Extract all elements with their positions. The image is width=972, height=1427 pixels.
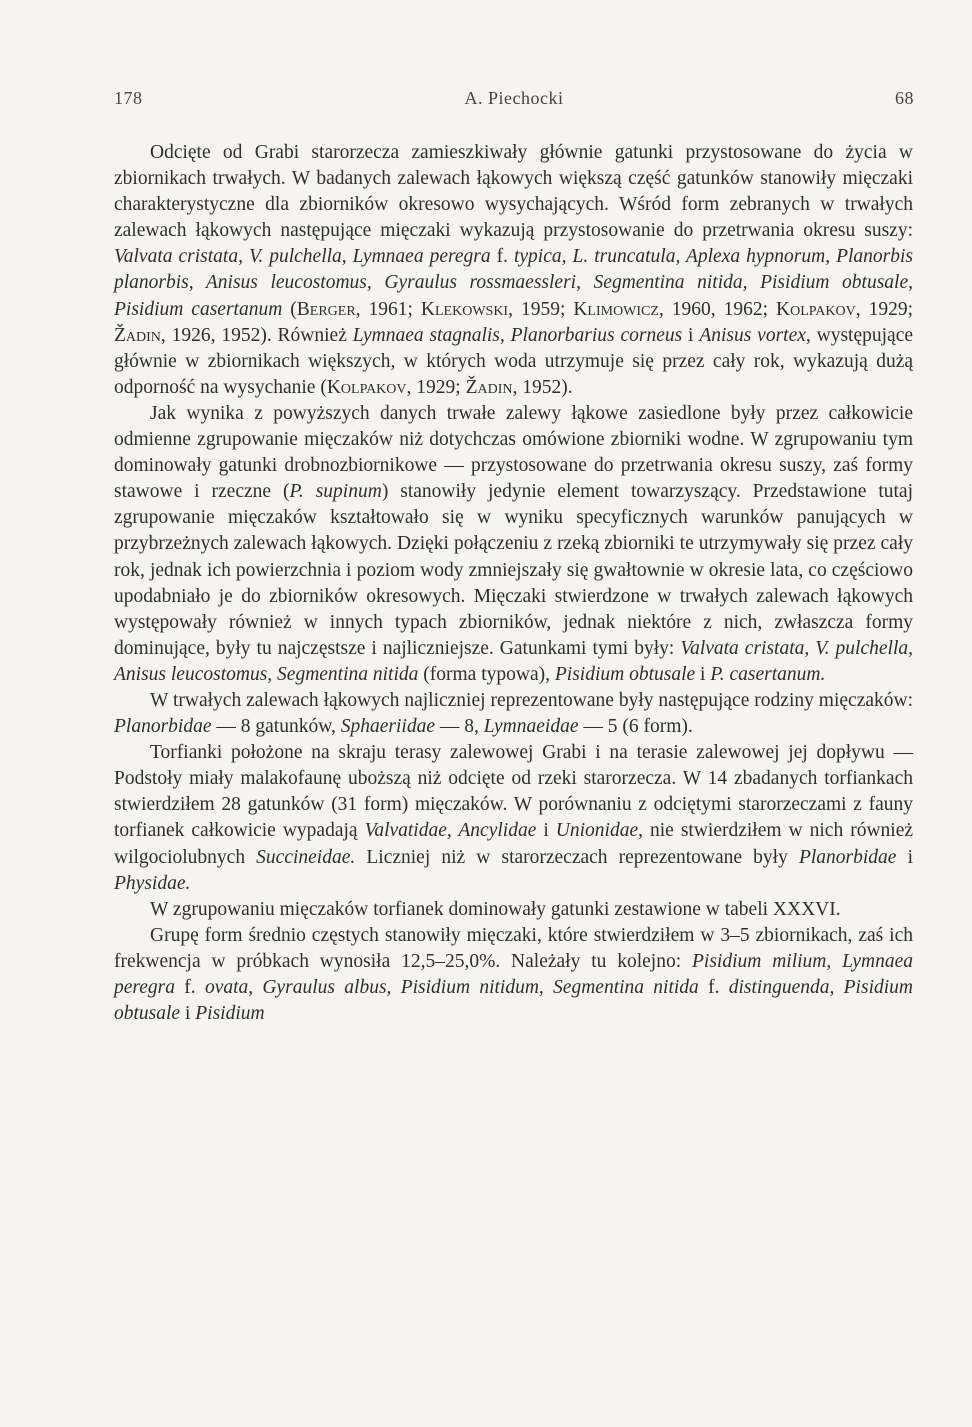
running-author: A. Piechocki — [464, 88, 564, 108]
italic-text: Valvatidae, Ancylidae — [364, 820, 537, 842]
text-run: Odcięte od Grabi starorzecza zamieszkiwały głównie gatunki przystosowane do życia w zbiornikach trwałych. W badanych zalewach łąkowych większą część gatunków stanowiły mięczaki charakterystyczne dla zbiorników okresowo wysychających. Wśród form zebranych w trwałych zalewach łąkowych następujące mięczaki wykazują przystosowanie do przetrwania okresu suszy: — [114, 142, 913, 242]
text-run: , nie stwierdziłem w nich również wilgociolubnych — [114, 820, 913, 868]
italic-text: Lymnaeidae — [483, 716, 579, 738]
italic-text: Valvata cristata, V. pulchella, Lymnaea peregra — [114, 246, 491, 268]
text-run: , 1960, 1962; — [658, 298, 777, 320]
text-run: i — [682, 324, 700, 346]
italic-text: Valvata cristata, V. pulchella, Anisus leucostomus, Segmentina nitida — [114, 637, 913, 685]
italic-text: Succineidae. — [256, 846, 356, 868]
author-citation: Kolpakov — [326, 376, 407, 398]
text-run: i — [695, 663, 711, 685]
text-run: f. — [175, 977, 205, 998]
running-header — [114, 88, 914, 114]
italic-text: Lymnaea stagnalis, Planorbarius corneus — [352, 324, 683, 346]
text-run: i — [536, 820, 556, 842]
text-run: ( — [282, 298, 297, 320]
text-run: , 1929; — [855, 298, 913, 320]
text-run: , 1952). — [512, 376, 573, 398]
text-run: Torfianki położone na skraju terasy zalewowej Grabi i na terasie zalewowej jej dopływu — Podstoły miały malakofaunę uboższą niż odcięte od rzeki starorzecza. W 14 zbadanych torfiankach stwierdziłem 28 gatunków (31 form) mięczaków. W porównaniu z odciętymi starorzeczami z fauny torfianek całkowicie wypadają — [114, 742, 913, 842]
italic-text: Sphaeriidae — [340, 716, 435, 738]
page-number: 178 — [114, 88, 143, 108]
paragraph — [114, 401, 913, 688]
text-run: , występujące głównie w zbiornikach większych, w których woda utrzymuje się przez cały rok, wykazują dużą odporność na wysychanie ( — [114, 324, 914, 398]
italic-text: Pisidium — [195, 1003, 265, 1025]
text-run: Grupę form średnio częstych stanowiły mięczaki, które stwierdziłem w 3–5 zbiornikach, zaś ich frekwencja w próbkach wynosiła 12,5–25,0%. Należały tu kolejno: — [114, 924, 913, 972]
paragraph — [114, 688, 913, 740]
text-run: , 1929; — [406, 376, 466, 398]
text-run: (forma typowa), — [418, 663, 555, 685]
italic-text: Planorbidae — [798, 846, 897, 868]
paragraph — [114, 740, 913, 897]
text-run: i — [180, 1003, 196, 1025]
text-run: f. — [490, 246, 514, 268]
italic-text: P. supinum — [289, 481, 382, 503]
text-run: Jak wynika z powyższych danych trwałe zalewy łąkowe zasiedlone były przez całkowicie odmienne zgrupowanie mięczaków niż dotychczas omówione zbiorniki wodne. W zgrupowaniu tym dominowały gatunki drobnozbiornikowe — przystosowane do przetrwania okresu suszy, zaś formy stawowe i rzeczne ( — [114, 402, 913, 503]
body-text — [114, 140, 913, 1027]
author-citation: Žadin — [114, 324, 161, 346]
italic-text: Pisidium obtusale — [554, 663, 696, 685]
text-run: Liczniej niż w starorzeczach reprezentowane były — [355, 846, 799, 868]
author-citation: Kolpakov — [776, 298, 856, 320]
text-run: — 8 gatunków, — [211, 716, 341, 738]
text-run: ) stanowiły jedynie element towarzyszący. Przedstawione tutaj zgrupowanie mięczaków kształtowało się w wyniku specyficznych warunków panujących w przybrzeżnych zalewach łąkowych. Dzięki połączeniu z rzeką zbiorniki te utrzymywały się przez cały rok, jednak ich powierzchnia i poziom wody zmniejszały się gwałtownie w okresie lata, co częściowo upodabniało je do zbiorników okresowych. Mięczaki stwierdzone w trwałych zalewach łąkowych występowały również w innych typach zbiorników, jednak niektóre z nich, zwłaszcza formy dominujące, były tu najczęstsze i najliczniejsze. Gatunkami tymi były: — [114, 481, 913, 659]
italic-text: Pisidium milium, Lymnaea peregra — [114, 950, 913, 998]
text-run: W trwałych zalewach łąkowych najliczniej reprezentowane były następujące rodziny mięczaków: — [150, 689, 913, 711]
text-run: W zgrupowaniu mięczaków torfianek dominowały gatunki zestawione w tabeli XXXVI. — [150, 898, 841, 920]
text-run: , 1959; — [508, 298, 574, 320]
italic-text: Unionidae — [555, 820, 639, 842]
text-run: f. — [698, 977, 729, 998]
italic-text: ovata, Gyraulus albus, Pisidium nitidum, Segmentina nitida — [204, 977, 699, 998]
text-run: i — [896, 846, 913, 868]
author-citation: Žadin — [465, 376, 513, 398]
text-run: , 1961; — [355, 298, 421, 320]
italic-text: typica, L. truncatula, Aplexa hypnorum, Planorbis planorbis, Anisus leucostomus, Gyraulus rossmaessleri, Segmentina nitida, Pisidium obtusale, Pisidium casertanum — [114, 246, 913, 320]
text-run: — 8, — [435, 716, 484, 738]
paragraph — [114, 923, 913, 1027]
text-run: , 1926, 1952). Również — [160, 324, 353, 346]
italic-text: Anisus vortex — [699, 324, 806, 346]
author-citation: Klekowski — [420, 298, 509, 320]
text-run: — 5 (6 form). — [578, 716, 693, 738]
author-citation: Berger — [296, 298, 356, 320]
italic-text: Physidae. — [114, 872, 191, 894]
author-citation: Klimowicz — [573, 298, 659, 320]
italic-text: P. casertanum. — [710, 663, 826, 685]
paragraph — [114, 897, 913, 923]
italic-text: Planorbidae — [114, 716, 212, 738]
paragraph — [114, 140, 913, 401]
issue-number: 68 — [895, 88, 914, 108]
italic-text: distinguenda, Pisidium obtusale — [114, 977, 913, 1025]
